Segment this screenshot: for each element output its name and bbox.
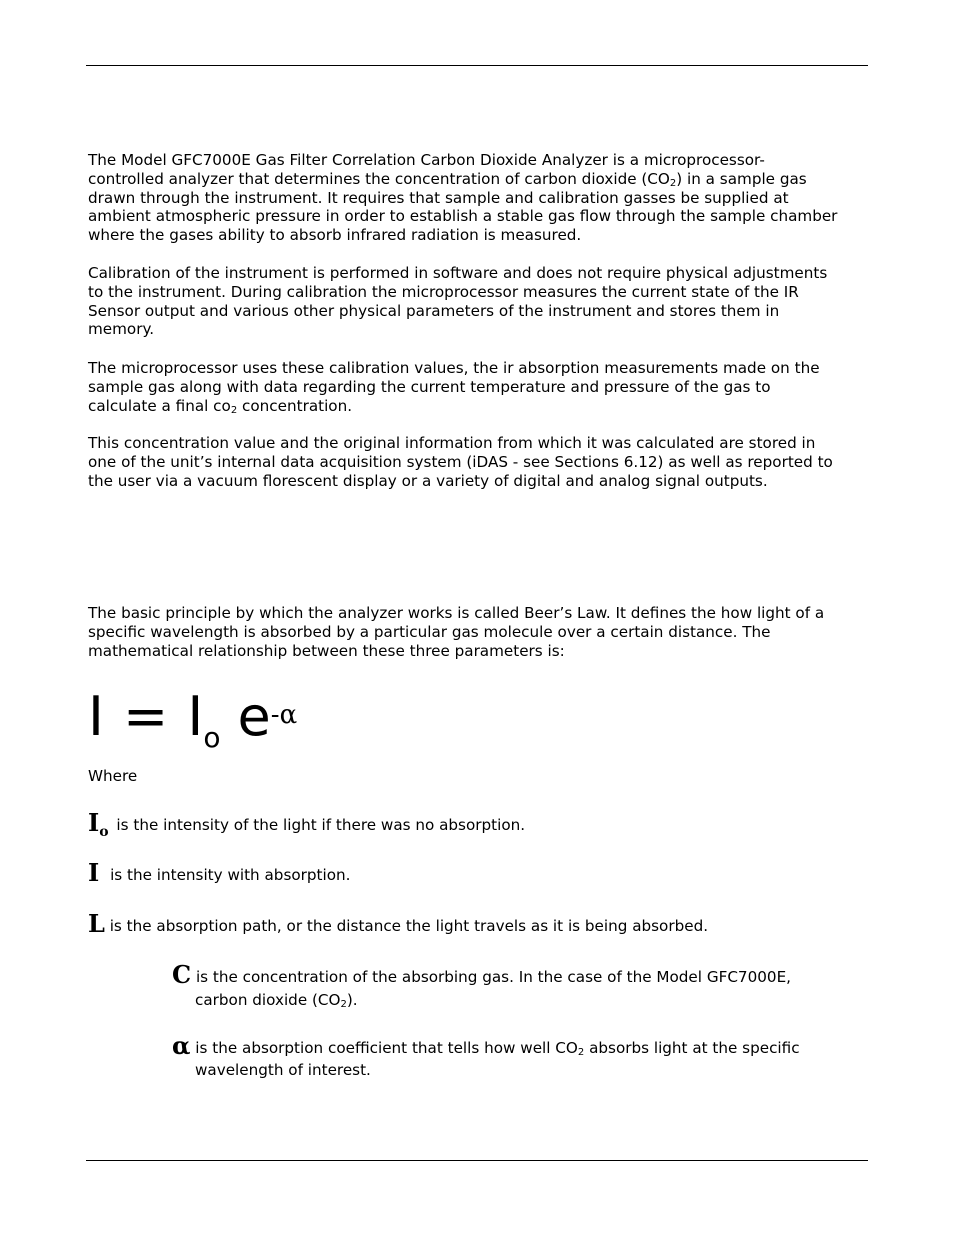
definition-alpha	[172, 1031, 800, 1060]
paragraph-beers-law	[88, 604, 878, 660]
text-line: specific wavelength is absorbed by a particular gas molecule over a certain distance. The	[88, 622, 771, 641]
header-rule	[86, 65, 868, 66]
definition-text: is the intensity of the light if there was no absorption.	[116, 816, 526, 834]
definition-c-continued: carbon dioxide $(CO_2)$.	[195, 991, 358, 1010]
text-line: sample gas along with data regarding the current temperature and pressure of the gas to	[88, 377, 771, 396]
definition-text: is the absorption path, or the distance the light travels as it is being absorbed.	[109, 917, 709, 935]
paragraph-intro	[88, 151, 878, 245]
text-line: to the instrument. During calibration the microprocessor measures the current state of the IR	[88, 282, 799, 301]
equation-exponent: -α	[270, 700, 298, 730]
text-line: one of the unit’s internal data acquisition system (iDAS - see Sections 6.12) as well as reported to	[88, 452, 833, 471]
text-line: Calibration of the instrument is performed in software and does not require physical adjustments	[88, 264, 828, 282]
equation-i0-subscript: o	[203, 721, 221, 754]
definition-text: is the intensity with absorption.	[110, 866, 351, 884]
text-line: The basic principle by which the analyzer works is called Beer’s Law. It defines the how light of a	[88, 604, 825, 622]
text-line: drawn through the instrument. It requires that sample and calibration gasses be supplied at	[88, 188, 789, 207]
symbol-i0: I	[88, 808, 100, 837]
symbol-i0-subscript: o	[99, 824, 109, 840]
paragraph-microprocessor	[88, 359, 878, 415]
footer-rule	[86, 1160, 868, 1161]
definition-alpha-continued: wavelength of interest.	[195, 1061, 371, 1079]
text-line: mathematical relationship between these three parameters is:	[88, 641, 565, 660]
definition-c	[172, 960, 792, 989]
definition-l	[88, 909, 709, 938]
where-label: Where	[88, 767, 138, 785]
text-line: where the gases ability to absorb infrared radiation is measured.	[88, 226, 582, 245]
text-line: the user via a vacuum florescent display or a variety of digital and analog signal outputs.	[88, 471, 768, 490]
equation-i0: I	[187, 685, 204, 748]
text-line: calculate a final $co_2$ concentration.	[88, 396, 353, 416]
paragraph-concentration	[88, 434, 878, 490]
text-line: ambient atmospheric pressure in order to establish a stable gas flow through the sample chamber	[88, 207, 838, 226]
equation-lhs: I	[88, 685, 104, 748]
equation-equals: =	[123, 685, 169, 748]
definition-i	[88, 858, 351, 887]
definition-text: is the concentration of the absorbing gas. In the case of the Model GFC7000E,	[195, 968, 792, 986]
beers-law-equation	[88, 682, 297, 752]
symbol-c: C	[172, 960, 192, 989]
text-line: memory.	[88, 320, 155, 339]
text-line: Sensor output and various other physical parameters of the instrument and stores them in	[88, 301, 780, 320]
symbol-i: I	[88, 858, 100, 887]
definition-text: is the absorption coefficient that tells how well $CO_2$ absorbs light at the specific	[195, 1039, 800, 1058]
text-line: The microprocessor uses these calibration values, the ir absorption measurements made on the	[88, 359, 820, 377]
symbol-alpha: α	[172, 1031, 191, 1060]
text-line: The Model GFC7000E Gas Filter Correlation Carbon Dioxide Analyzer is a microprocessor-	[88, 151, 765, 169]
text-line: This concentration value and the original information from which it was calculated are stored in	[88, 434, 816, 452]
equation-exp-base: e	[237, 685, 271, 748]
symbol-l: L	[88, 909, 105, 938]
paragraph-calibration	[88, 264, 878, 339]
definition-i0	[88, 808, 526, 843]
text-line: controlled analyzer that determines the concentration of carbon dioxide $(CO_2)$ in a sample gas	[88, 169, 807, 189]
